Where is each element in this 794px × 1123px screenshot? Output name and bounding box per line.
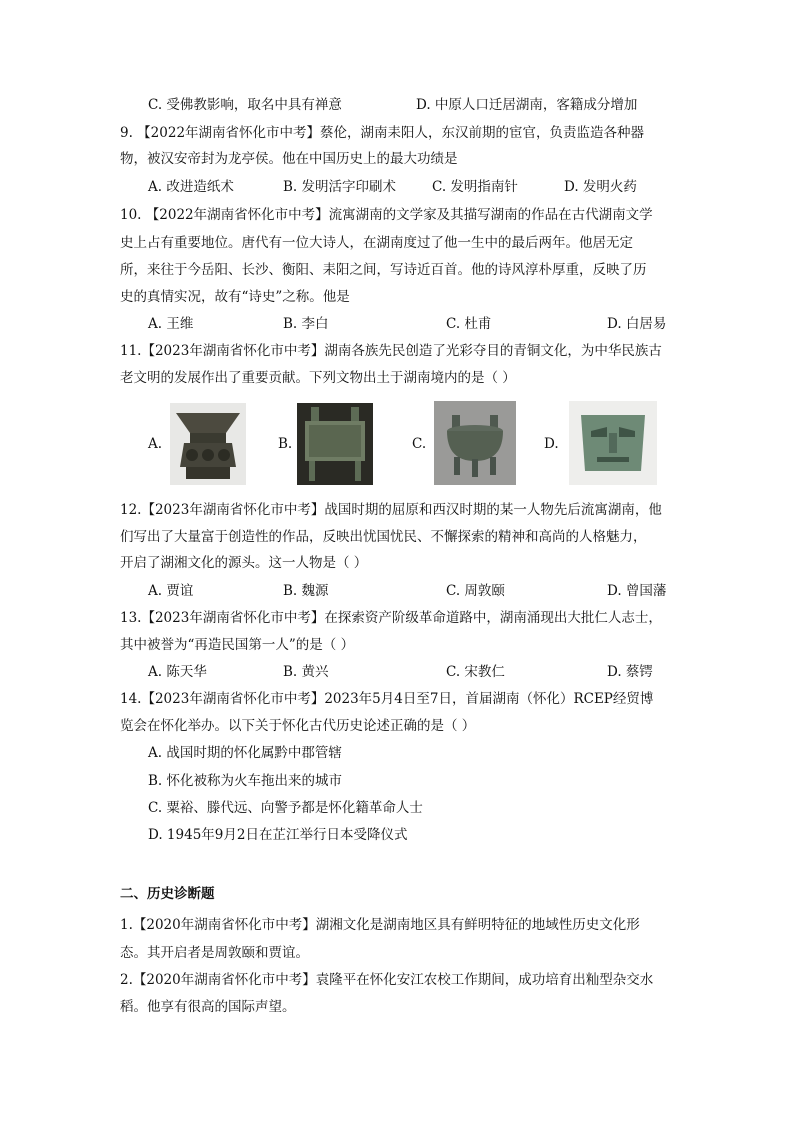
- q10-option-d: D. 白居易: [607, 316, 667, 332]
- q14-option-d: D. 1945年9月2日在芷江举行日本受降仪式: [148, 827, 408, 843]
- q13-option-a: A. 陈天华: [148, 664, 207, 680]
- question-10-line-1: 10. 【2022年湖南省怀化市中考】流寓湖南的文学家及其描写湖南的作品在古代湖南文学: [120, 207, 653, 223]
- q10-option-b: B. 李白: [283, 316, 329, 332]
- q13-option-c: C. 宋教仁: [446, 664, 505, 680]
- section-2-heading: 二、历史诊断题: [120, 886, 215, 902]
- q12-option-a: A. 贾谊: [148, 583, 194, 599]
- question-13-line-1: 13.【2023年湖南省怀化市中考】在探索资产阶级革命道路中，湖南涌现出大批仁人志士，: [120, 610, 662, 626]
- q11-option-a-letter: A.: [148, 436, 163, 452]
- question-9-line-1: 9. 【2022年湖南省怀化市中考】蔡伦，湖南耒阳人，东汉前期的宦官，负责监造各种器: [120, 125, 645, 141]
- q11-option-b-letter: B.: [278, 436, 293, 452]
- q12-option-b: B. 魏源: [283, 583, 329, 599]
- q12-option-c: C. 周敦颐: [446, 583, 505, 599]
- q9-option-c: C. 发明指南针: [432, 179, 518, 195]
- question-12-line-1: 12.【2023年湖南省怀化市中考】战国时期的屈原和西汉时期的某一人物先后流寓湖南，他: [120, 502, 662, 518]
- square-ding-image: [297, 403, 373, 485]
- question-14-line-2: 览会在怀化举办。以下关于怀化古代历史论述正确的是（ ）: [120, 718, 476, 734]
- section-2-item-1-line-2: 态。其开启者是周敦颐和贾谊。: [120, 945, 309, 961]
- q9-option-d: D. 发明火药: [564, 179, 637, 195]
- q9-option-a: A. 改进造纸术: [148, 179, 234, 195]
- q11-option-c-letter: C.: [412, 436, 427, 452]
- question-11-line-2: 老文明的发展作出了重要贡献。下列文物出土于湖南境内的是（ ）: [120, 370, 516, 386]
- round-ding-image: [434, 401, 516, 485]
- section-2-item-2-line-1: 2.【2020年湖南省怀化市中考】袁隆平在怀化安江农校工作期间，成功培育出籼型杂交水: [120, 972, 654, 988]
- question-9-line-2: 物，被汉安帝封为龙亭侯。他在中国历史上的最大功绩是: [120, 151, 458, 167]
- q9-option-b: B. 发明活字印刷术: [283, 179, 397, 195]
- section-2-item-1-line-1: 1.【2020年湖南省怀化市中考】湖湘文化是湖南地区具有鲜明特征的地域性历史文化形: [120, 917, 640, 933]
- q11-option-d-letter: D.: [544, 436, 559, 452]
- question-12-line-3: 开启了湖湘文化的源头。这一人物是（ ）: [120, 555, 368, 571]
- q14-option-c: C. 粟裕、滕代远、向警予都是怀化籍革命人士: [148, 800, 423, 816]
- q13-option-d: D. 蔡锷: [607, 664, 653, 680]
- question-10-line-4: 史的真情实况，故有“诗史”之称。他是: [120, 289, 350, 305]
- question-13-line-2: 其中被誉为“再造民国第一人”的是（ ）: [120, 637, 355, 653]
- bronze-mask-image: [569, 401, 657, 485]
- question-14-line-1: 14.【2023年湖南省怀化市中考】2023年5月4日至7日，首届湖南（怀化）RCEP经贸博: [120, 691, 654, 707]
- q14-option-b: B. 怀化被称为火车拖出来的城市: [148, 773, 343, 789]
- four-ram-square-zun-image: [170, 403, 246, 485]
- q12-option-d: D. 曾国藩: [607, 583, 667, 599]
- option-d: D. 中原人口迁居湖南，客籍成分增加: [416, 97, 638, 113]
- q13-option-b: B. 黄兴: [283, 664, 329, 680]
- q10-option-c: C. 杜甫: [446, 316, 492, 332]
- q14-option-a: A. 战国时期的怀化属黔中郡管辖: [148, 745, 342, 761]
- option-c: C. 受佛教影响，取名中具有禅意: [148, 97, 342, 113]
- question-11-line-1: 11.【2023年湖南省怀化市中考】湖南各族先民创造了光彩夺目的青铜文化，为中华民族古: [120, 343, 662, 359]
- question-12-line-2: 们写出了大量富于创造性的作品，反映出忧国忧民、不懈探索的精神和高尚的人格魅力，: [120, 529, 647, 545]
- q10-option-a: A. 王维: [148, 316, 194, 332]
- section-2-item-2-line-2: 稻。他享有很高的国际声望。: [120, 999, 296, 1015]
- question-10-line-2: 史上占有重要地位。唐代有一位大诗人，在湖南度过了他一生中的最后两年。他居无定: [120, 235, 633, 251]
- question-10-line-3: 所，来往于今岳阳、长沙、衡阳、耒阳之间，写诗近百首。他的诗风淳朴厚重，反映了历: [120, 262, 647, 278]
